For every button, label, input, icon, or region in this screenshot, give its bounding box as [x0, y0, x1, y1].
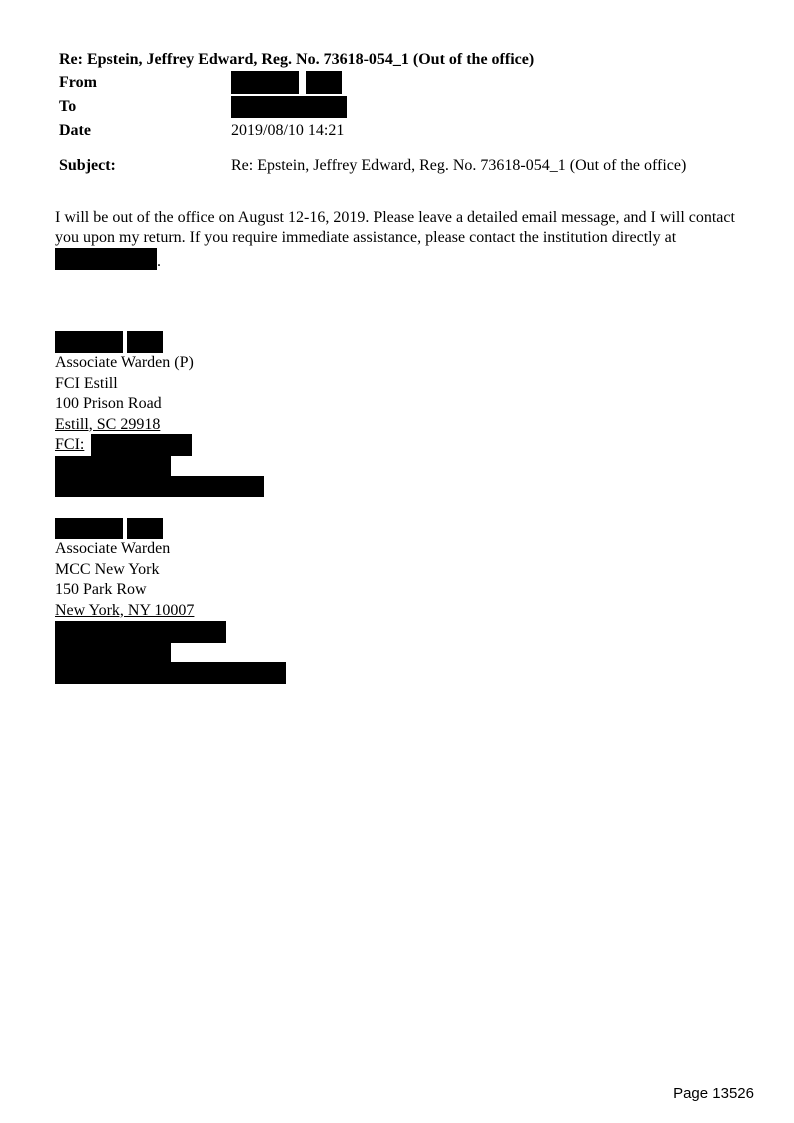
email-body [55, 208, 735, 272]
redaction-block [231, 96, 347, 118]
date-value: 2019/08/10 14:21 [231, 122, 345, 139]
email-title: Re: Epstein, Jeffrey Edward, Reg. No. 73618-054_1 (Out of the office) [59, 51, 535, 68]
from-value [231, 70, 701, 95]
redaction-block [55, 476, 264, 497]
redaction-block [55, 456, 171, 476]
redaction-block [55, 662, 286, 684]
to-label: To [59, 98, 77, 115]
redaction-block [55, 518, 123, 539]
to-value [231, 95, 701, 119]
sig1-title: Associate Warden (P) [55, 354, 194, 371]
sig2-street: 150 Park Row [55, 581, 147, 598]
redaction-block [231, 71, 299, 94]
sig1-city: Estill, SC 29918 [55, 415, 161, 433]
date-label: Date [59, 122, 91, 139]
sig1-phone-label: FCI: [55, 436, 85, 453]
subject-value: Re: Epstein, Jeffrey Edward, Reg. No. 73618-054_1 (Out of the office) [231, 157, 687, 174]
subject-label: Subject: [59, 157, 116, 174]
email-header-table [57, 70, 701, 189]
redaction-block [55, 643, 171, 662]
redaction-block [55, 248, 157, 270]
redaction-block [306, 71, 342, 94]
from-label: From [59, 73, 97, 91]
redaction-block [127, 518, 163, 539]
body-period: . [157, 253, 161, 270]
redaction-block [55, 331, 123, 353]
sig2-title: Associate Warden [55, 540, 171, 557]
sig2-city: New York, NY 10007 [55, 601, 195, 619]
sig2-institution: MCC New York [55, 560, 160, 578]
redaction-block [91, 434, 192, 456]
redaction-block [127, 331, 163, 353]
sig1-street: 100 Prison Road [55, 395, 162, 412]
page-number: Page 13526 [673, 1085, 754, 1102]
body-paragraph: I will be out of the office on August 12-16, 2019. Please leave a detailed email message, and I will contact you upon my return. If you require immediate assistance, please contact the institution directly at [55, 209, 735, 246]
sig1-institution: FCI Estill [55, 374, 118, 392]
redaction-block [55, 621, 226, 643]
signature-block-2 [55, 539, 194, 621]
